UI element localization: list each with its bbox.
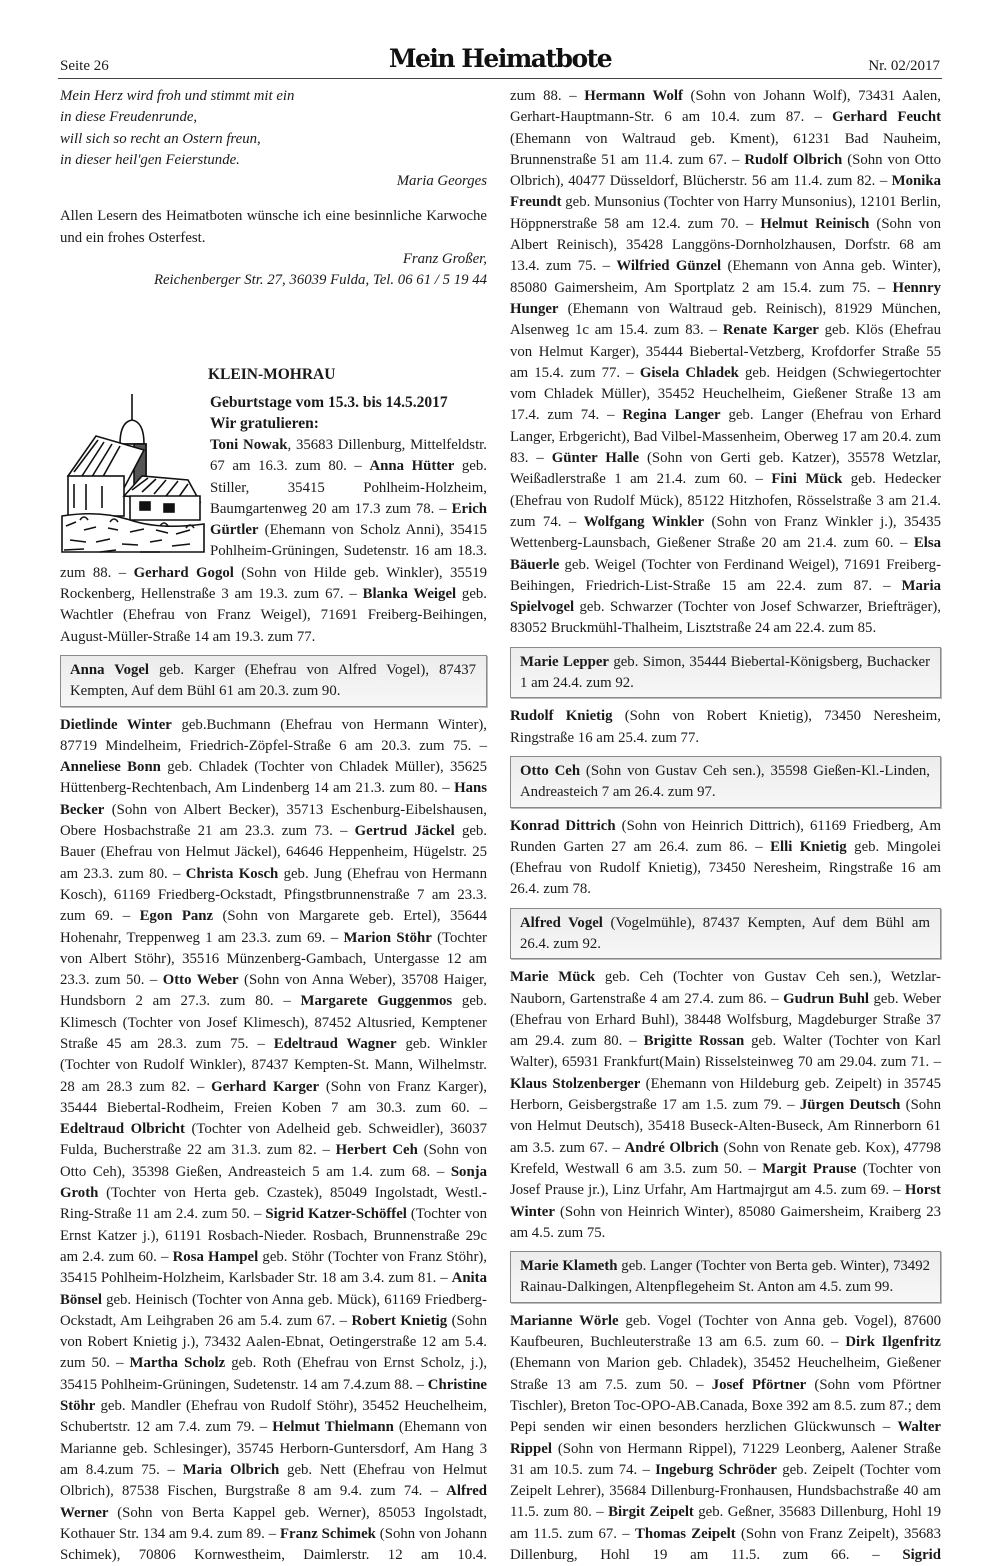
section-subtitle: Geburtstage vom 15.3. bis 14.5.2017: [210, 393, 448, 411]
person-name: Maria Olbrich: [182, 1461, 280, 1478]
person-name: Renate Karger: [722, 322, 819, 339]
birthday-paragraph: [510, 86, 941, 640]
person-name: Helmut Reinisch: [760, 215, 870, 232]
highlighted-birthday-entry: [520, 1256, 930, 1299]
person-name: Regina Langer: [622, 407, 721, 424]
entry-details: (Sohn von Albert Becker), 35713 Eschenburg-Eibelshausen, Obere Hosbachstraße 21 am 23.3. zum 73. –: [60, 801, 487, 840]
person-name: Marion Stöhr: [343, 929, 432, 946]
person-name: Otto Weber: [162, 972, 239, 989]
person-name: Gerhard Gogol: [133, 564, 234, 581]
person-name: Egon Panz: [139, 908, 214, 925]
entry-details: (Sohn von Johann Schimek), 70806 Kornwestheim, Daimlerstr. 12 am 10.4.: [60, 1525, 487, 1564]
entry-details: (Sohn von Hermann Rippel), 71229 Leonberg, Aalener Straße 31 am 10.5. zum 74. –: [510, 1440, 941, 1478]
person-name: Josef Pförtner: [711, 1376, 807, 1393]
entry-details: (Ehemann von Scholz Anni), 35415 Pohlheim-Grüningen, Sudetenstr. 16 am 18.3. zum 88. –: [60, 522, 487, 581]
person-name: Elli Knietig: [770, 838, 847, 855]
person-name: Martha Scholz: [129, 1355, 226, 1372]
entry-details: geb. Vogel (Tochter von Anna geb. Vogel), 87600 Kaufbeuren, Buchleuterstraße 13 am 6.5. zum 60. –: [510, 1312, 942, 1351]
entry-details: (Ehemann von Marion geb. Chladek), 35452 Heuchelheim, Gießener Straße 13 am 7.5. zum 50. –: [510, 1355, 941, 1393]
person-name: Gudrun Buhl: [783, 990, 870, 1007]
header-rule: [58, 78, 942, 79]
person-name: Rudolf Olbrich: [744, 151, 843, 168]
entry-details: geb. Geßner, 35683 Dillenburg, Hohl 19 am 11.5. zum 67. –: [510, 1504, 941, 1542]
person-name: Hermann Wolf: [584, 88, 683, 104]
person-name: Anna Vogel: [70, 661, 150, 678]
person-name: Walter Rippel: [510, 1419, 941, 1457]
person-name: Dirk Ilgenfritz: [845, 1334, 941, 1351]
page-number: Seite 26: [60, 58, 109, 74]
person-name: Margit Prause: [762, 1160, 857, 1177]
entry-details: (Sohn von Berta Kappel geb. Werner), 85053 Ingolstadt, Kothauer Str. 134 am 9.4. zum 89. –: [60, 1504, 487, 1542]
person-name: Toni Nowak: [210, 436, 288, 453]
entry-details: geb. Winkler (Tochter von Rudolf Winkler), 87437 Kempten-St. Mann, Wilhelmstr. 28 am 28.3 zum 82. –: [60, 1035, 487, 1095]
entry-details: (Ehemann von Waltraud geb. Kment), 61231 Bad Nauheim, Brunnenstraße 51 am 11.4. zum 67. –: [510, 130, 941, 168]
entry-details: geb. Mandler (Ehefrau von Rudolf Stöhr), 35452 Heuchelheim, Schubertstr. 12 am 7.4. zum 79. –: [60, 1398, 487, 1436]
entry-details: (Tochter von Albert Stöhr), 35516 Münzenberg-Gambach, Untergasse 12 am 23.3. zum 50. –: [60, 929, 487, 989]
entry-details: (Sohn von Franz Karger), 35444 Biebertal-Rodheim, Freien Koben 7 am 30.3. zum 60. –: [60, 1078, 487, 1116]
person-name: Christa Kosch: [185, 865, 279, 882]
entry-details: (Sohn von Helmut Deutsch), 35418 Buseck-Alten-Buseck, Am Rinnerborn 61 am 3.5. zum 67. –: [510, 1097, 941, 1156]
poem: [60, 86, 487, 171]
person-name: Gertrud Jäckel: [354, 823, 455, 840]
left-birthday-list: [60, 435, 487, 1566]
entry-details: geb. Karger (Ehefrau von Alfred Vogel), 87437 Kempten, Auf dem Bühl 61 am 20.3. zum 90.: [70, 661, 476, 700]
birthday-paragraph: [510, 967, 941, 1244]
person-name: Christine Stöhr: [60, 1376, 487, 1415]
entry-details: (Ehemann von Marianne geb. Schlesinger), 35745 Herborn-Guntersdorf, Am Hang 3 am 8.4.zum 75. –: [60, 1419, 487, 1478]
person-name: Thomas Zeipelt: [635, 1525, 736, 1542]
person-name: Margarete Guggenmos: [300, 993, 453, 1010]
person-name: Marie Lepper: [520, 653, 609, 670]
entry-details: geb.Buchmann (Ehefrau von Hermann Winter), 87719 Mindelheim, Friedrich-Zöpfel-Straße 6 am 20.3. zum 75. –: [60, 716, 487, 754]
person-name: Helmut Thielmann: [272, 1419, 394, 1436]
poem-line: Mein Herz wird froh und stimmt mit ein: [60, 88, 295, 104]
entry-details: zum 88. –: [510, 88, 585, 104]
highlighted-birthday-entry: [70, 660, 476, 703]
entry-details: (Tochter von Ernst Katzer j.), 61191 Rosbach-Nieder. Rosbach, Brunnenstraße 29c am 2.4. zum 60. –: [60, 1206, 487, 1265]
entry-details: geb. Heinisch (Tochter von Anna geb. Mück), 61169 Friedberg-Ockstadt, Am Leihgraben 26 am 5.4. zum 67. –: [60, 1291, 487, 1329]
poem-line: will sich so recht an Ostern freun,: [60, 130, 261, 147]
entry-details: geb. Heidgen (Schwiegertochter vom Chladek Müller), 35452 Heuchelheim, Gießener Straße 13 am 17.4. zum 74. –: [510, 364, 941, 424]
entry-details: geb. Jung (Ehefrau von Hermann Kosch), 61169 Friedberg-Ockstadt, Pfingstbrunnenstraße 7 am 23.3. zum 69. –: [60, 865, 487, 925]
highlighted-birthday-entry: [520, 913, 930, 956]
entry-details: (Sohn vom Pförtner Tischler), Breton Toc-OPO-AB.Canada, Boxe 392 am 8.5. zum 87.; dem Pepi senden wir einen besonders herzlichen Glückwunsch –: [510, 1376, 941, 1436]
person-name: Otto Ceh: [520, 762, 581, 779]
birthday-paragraph: [510, 1311, 941, 1566]
entry-details: geb. Langer (Ehefrau von Erhard Langer, Erbgericht), Bad Vilbel-Massenheim, Oberweg 17 am 20.4. zum 83. –: [510, 407, 941, 467]
entry-details: (Tochter von Josef Prause jr.), Linz Urfahr, Am Hartmajrgut am 4.5. zum 69. –: [510, 1160, 941, 1199]
entry-details: (Sohn von Johann Wolf), 73431 Aalen, Gerhart-Hauptmann-Str. 6 am 10.4. zum 87. –: [510, 88, 942, 126]
person-name: Wilfried Günzel: [616, 258, 722, 275]
entry-details: (Ehemann von Hildeburg geb. Zeipelt) in 35745 Herborn, Geisbergstraße 17 am 1.5. zum 79. –: [510, 1075, 941, 1114]
person-name: Brigitte Rossan: [643, 1033, 745, 1050]
entry-details: (Tochter von Herta geb. Czastek), 85049 Ingolstadt, Westl.-Ring-Straße 11 am 2.4. zum 50. –: [60, 1185, 487, 1223]
person-name: Klaus Stolzenberger: [510, 1075, 641, 1092]
person-name: Monika Freundt: [510, 173, 941, 211]
entry-details: (Sohn von Hilde geb. Winkler), 35519 Rockenberg, Hellenstraße 3 am 19.3. zum 67. –: [60, 564, 488, 603]
person-name: Rosa Hampel: [172, 1248, 259, 1265]
highlight-box: [510, 1251, 941, 1303]
person-name: Edeltraud Olbricht: [60, 1121, 185, 1138]
right-birthday-list: [510, 86, 941, 1566]
person-name: Marie Klameth: [520, 1258, 618, 1275]
left-column: [60, 86, 487, 1566]
person-name: Rudolf Knietig: [510, 708, 613, 725]
entry-details: geb. Stöhr (Tochter von Franz Stöhr), 35415 Pohlheim-Holzheim, Karlsbader Str. 18 am 3.4. zum 81. –: [60, 1248, 487, 1287]
entry-details: (Sohn von Gerti geb. Katzer), 35578 Wetzlar, Weißadlerstraße 1 am 21.4. zum 60. –: [510, 450, 941, 488]
entry-details: geb. Langer (Tochter von Berta geb. Winter), 73492 Rainau-Dalkingen, Altenpflegeheim St. Anton am 4.5. zum 99.: [520, 1258, 930, 1296]
person-name: Franz Schimek: [279, 1525, 376, 1542]
poem-line: in diese Freudenrunde,: [60, 109, 198, 126]
section-title: KLEIN-MOHRAU: [208, 365, 336, 383]
entry-details: geb. Nett (Ehefrau von Helmut Olbrich), 87538 Fischen, Burgstraße 8 am 9.4. zum 74. –: [60, 1461, 487, 1500]
church-illustration: [60, 392, 206, 558]
entry-details: (Sohn von Franz Zeipelt), 35683 Dillenburg, Hohl 19 am 11.5. zum 66. –: [510, 1525, 941, 1563]
entry-details: geb. Ceh (Tochter von Gustav Ceh sen.), Wetzlar-Nauborn, Gartenstraße 4 am 27.4. zum 86. –: [510, 969, 941, 1007]
entry-details: (Sohn von Gustav Ceh sen.), 35598 Gießen-Kl.-Linden, Andreasteich 7 am 26.4. zum 97.: [520, 762, 930, 801]
entry-details: geb. Munsonius (Tochter von Harry Munsonius), 12101 Berlin, Höppnerstraße 58 am 12.4. zum 70. –: [510, 194, 941, 232]
person-name: Alfred Werner: [60, 1483, 487, 1521]
entry-details: (Sohn von Otto Ceh), 35398 Gießen, Andreasteich 5 am 1.4. zum 68. –: [60, 1142, 487, 1180]
entry-details: (Tochter von Adelheid geb. Schweidler), 36037 Fulda, Bucherstraße 22 am 31.3. zum 82. –: [60, 1121, 487, 1159]
person-name: Gisela Chladek: [639, 364, 739, 381]
entry-details: geb. Weber (Ehefrau von Erhard Buhl), 38448 Wolfsburg, Magdeburger Straße 37 am 29.4. zum 80. –: [510, 990, 941, 1050]
entry-details: geb. Walter (Tochter von Karl Walter), 65931 Frankfurt(Main) Risselsteinweg 70 am 29.04. zum 71. –: [510, 1033, 941, 1071]
entry-details: (Sohn von Margarete geb. Ertel), 35644 Hohenahr, Treppenweg 1 am 23.3. zum 69. –: [60, 908, 487, 946]
entry-details: geb. Bauer (Ehefrau von Helmut Jäckel), 64646 Heppenheim, Hügelstr. 25 am 23.3. zum 80. –: [60, 823, 488, 882]
entry-details: geb. Stiller, 35415 Pohlheim-Holzheim, Baumgartenweg 20 am 17.3 zum 78. –: [210, 458, 487, 517]
poem-line: in dieser heil'gen Feierstunde.: [60, 151, 240, 168]
person-name: Robert Knietig: [351, 1312, 448, 1329]
entry-details: (Sohn von Anna Weber), 35708 Haiger, Hundsborn 2 am 27.3. zum 80. –: [60, 972, 488, 1010]
person-name: Anneliese Bonn: [60, 759, 161, 776]
entry-details: geb. Zeipelt (Tochter vom Zeipelt Lehrer), 35684 Dillenburg-Fronhausen, Hundsbachstraße 40 am 11.5. zum 80. –: [510, 1461, 941, 1521]
person-name: Wolfgang Winkler: [583, 513, 705, 530]
person-name: Konrad Dittrich: [510, 817, 616, 834]
birthday-paragraph: [510, 706, 941, 749]
entry-details: geb. Schwarzer (Tochter von Josef Schwarzer, Briefträger), 83052 Bruckmühl-Thalheim, Lisztstraße 24 am 22.4. zum 85.: [510, 599, 941, 637]
signature-address: Reichenberger Str. 27, 36039 Fulda, Tel. 06 61 / 5 19 44: [153, 272, 487, 289]
person-name: Horst Winter: [510, 1182, 941, 1220]
poem-author: Maria Georges: [396, 173, 487, 190]
entry-details: (Sohn von Robert Knietig j.), 73432 Aalen-Ebnat, Oetingerstraße 12 am 5.4. zum 50. –: [60, 1312, 487, 1372]
issue-number: Nr. 02/2017: [868, 58, 940, 74]
entry-details: (Sohn von Albert Reinisch), 35428 Langgöns-Dornholzhausen, Dorfstr. 68 am 13.4. zum 75. –: [510, 215, 942, 275]
highlighted-birthday-entry: [520, 652, 930, 695]
entry-details: (Sohn von Heinrich Dittrich), 61169 Friedberg, Am Runden Garten 27 am 26.4. zum 86. –: [510, 817, 941, 855]
person-name: André Olbrich: [624, 1139, 719, 1156]
person-name: Blanka Weigel: [362, 586, 457, 603]
section-intro: Wir gratulieren:: [210, 415, 319, 433]
highlight-box: [510, 908, 941, 960]
person-name: Birgit Zeipelt: [608, 1504, 694, 1521]
person-name: Günter Halle: [551, 450, 640, 467]
entry-details: , 35683 Dillenburg, Mittelfeldstr. 67 am 16.3. zum 80. –: [210, 436, 487, 475]
birthday-paragraph: [60, 715, 487, 1566]
person-name: Jürgen Deutsch: [799, 1097, 901, 1114]
person-name: Ingeburg Schröder: [655, 1461, 777, 1478]
person-name: Elsa Bäuerle: [510, 535, 941, 573]
entry-details: (Sohn von Renate geb. Kox), 47798 Krefeld, Westwall 6 am 3.5. zum 50. –: [510, 1139, 941, 1177]
person-name: Alfred Vogel: [520, 914, 603, 931]
person-name: Maria Spielvogel: [510, 577, 941, 616]
person-name: Sigrid: [902, 1547, 941, 1563]
entry-details: (Sohn von Franz Winkler j.), 35435 Wettenberg-Launsbach, Gießener Straße 20 am 21.4. zum 60. –: [510, 513, 942, 552]
person-name: Erich Gürtler: [210, 500, 487, 539]
highlight-box: [60, 655, 487, 707]
person-name: Anita Bönsel: [60, 1270, 487, 1308]
person-name: Fini Mück: [771, 471, 843, 488]
entry-details: (Ehemann von Waltraud geb. Reinisch), 81929 München, Alsenweg 1c am 15.4. zum 83. –: [510, 300, 941, 339]
person-name: Marianne Wörle: [510, 1312, 619, 1329]
entry-details: geb. Klös (Ehefrau von Helmut Karger), 35444 Biebertal-Vetzberg, Krofdorfer Straße 55 am 15.4. zum 77. –: [510, 322, 941, 381]
person-name: Anna Hütter: [369, 458, 455, 475]
person-name: Sonja Groth: [60, 1163, 487, 1202]
entry-details: (Sohn von Otto Olbrich), 40477 Düsseldorf, Blücherstr. 56 am 11.4. zum 82. –: [510, 151, 941, 190]
greeting-text: Allen Lesern des Heimatboten wünsche ich eine besinnliche Karwoche und ein frohes Osterfest.: [60, 208, 487, 246]
highlight-box: [510, 647, 941, 699]
entry-details: geb. Simon, 35444 Biebertal-Königsberg, Buchacker 1 am 24.4. zum 92.: [520, 653, 930, 692]
entry-details: geb. Wachtler (Ehefrau von Franz Weigel), 71691 Freiberg-Beihingen, August-Müller-Straße 14 am 19.3. zum 77.: [60, 586, 487, 645]
entry-details: geb. Chladek (Tochter von Chladek Müller), 35625 Hüttenberg-Rechtenbach, Am Lindenberg 14 am 21.3. zum 80. –: [60, 759, 487, 797]
entry-details: (Vogelmühle), 87437 Kempten, Auf dem Bühl am 26.4. zum 92.: [520, 914, 930, 952]
person-name: Hennry Hunger: [510, 279, 941, 317]
person-name: Gerhard Feucht: [832, 109, 941, 126]
highlight-box: [510, 756, 941, 808]
masthead-logo: Mein Heimatbote: [388, 44, 612, 73]
person-name: Gerhard Karger: [211, 1078, 320, 1095]
entry-details: geb. Klimesch (Tochter von Josef Klimesch), 87452 Altusried, Kemptener Straße 45 am 28.3. zum 75. –: [60, 993, 487, 1052]
right-column: [510, 86, 941, 1566]
highlighted-birthday-entry: [520, 761, 930, 804]
signature-name: Franz Großer,: [402, 251, 487, 268]
birthday-paragraph: [510, 816, 941, 901]
entry-details: (Sohn von Heinrich Winter), 85080 Gaimersheim, Kraiberg 23 am 4.5. zum 75.: [510, 1203, 941, 1241]
entry-details: (Sohn von Robert Knietig), 73450 Neresheim, Ringstraße 16 am 25.4. zum 77.: [510, 708, 941, 746]
entry-details: (Ehemann von Anna geb. Winter), 85080 Gaimersheim, Am Sportplatz 2 am 15.4. zum 75. –: [510, 258, 941, 296]
entry-details: geb. Roth (Ehefrau von Ernst Scholz, j.), 35415 Pohlheim-Grüningen, Sudetenstr. 14 am 7.4.zum 88. –: [60, 1355, 488, 1393]
entry-details: geb. Mingolei (Ehefrau von Rudolf Knietig), 73450 Neresheim, Ringstraße 16 am 26.4. zum 78.: [510, 838, 941, 898]
person-name: Hans Becker: [60, 780, 487, 818]
person-name: Herbert Ceh: [335, 1142, 418, 1159]
person-name: Dietlinde Winter: [60, 716, 172, 733]
entry-details: geb. Weigel (Tochter von Ferdinand Weigel), 71691 Freiberg-Beihingen, Friedrich-List-Straße 15 am 22.4. zum 87. –: [510, 556, 941, 594]
person-name: Edeltraud Wagner: [273, 1035, 397, 1052]
person-name: Marie Mück: [510, 969, 596, 986]
entry-details: geb. Hedecker (Ehefrau von Rudolf Mück), 85122 Hitzhofen, Rösselstraße 3 am 21.4. zum 74. –: [510, 471, 941, 530]
person-name: Sigrid Katzer-Schöffel: [265, 1206, 407, 1223]
